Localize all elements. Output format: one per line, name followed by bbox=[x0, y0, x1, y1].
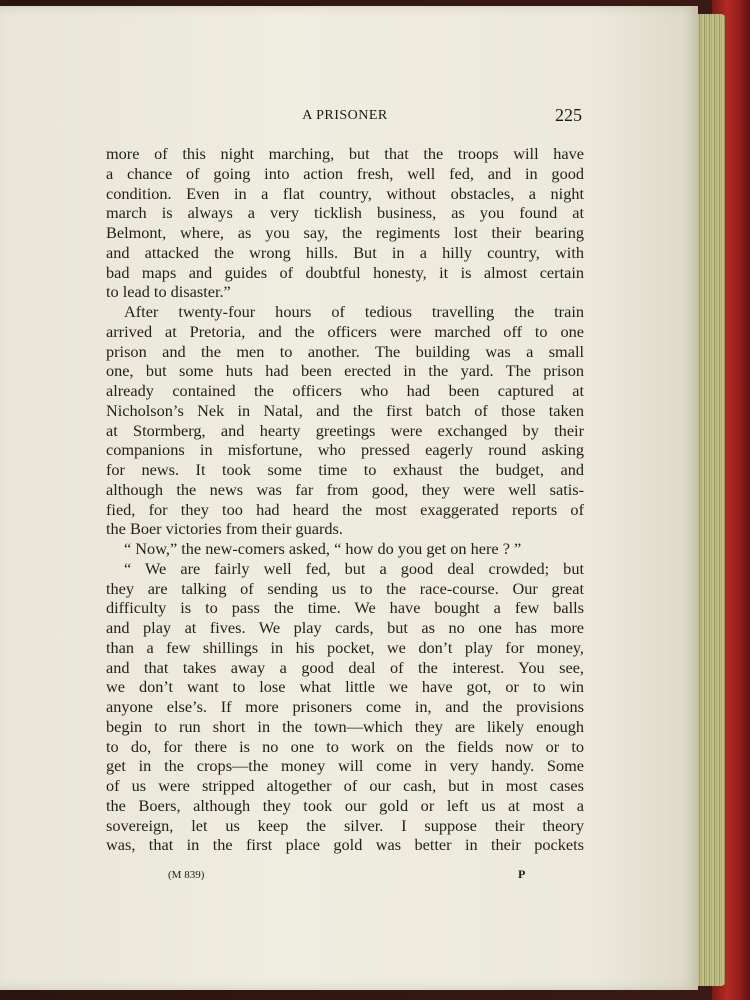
text-line: and attacked the wrong hills. But in a hilly country, with bbox=[106, 242, 584, 262]
text-line: and play at fives. We play cards, but as no one has more bbox=[106, 618, 584, 637]
text-line: one, but some huts had been erected in the yard. The prison bbox=[106, 361, 584, 381]
text-line: to lead to disaster.” bbox=[106, 282, 231, 302]
running-head bbox=[106, 106, 584, 130]
text-line: they are talking of sending us to the race-course. Our great bbox=[106, 578, 584, 598]
text-line: was, that in the first place gold was better in their pockets bbox=[106, 835, 584, 855]
text-line: anyone else’s. If more prisoners come in, and the provisions bbox=[106, 697, 584, 716]
text-line: fied, for they too had heard the most exaggerated reports of bbox=[106, 499, 584, 519]
text-line: sovereign, let us keep the silver. I suppose their theory bbox=[106, 815, 584, 835]
text-line: and that takes away a good deal of the interest. You see, bbox=[106, 657, 584, 677]
gathering-letter: P bbox=[518, 867, 526, 881]
text-line: we don’t want to lose what little we have got, or to win bbox=[106, 677, 584, 697]
text-line: more of this night marching, but that the troops will have bbox=[106, 144, 584, 163]
text-line: difficulty is to pass the time. We have bought a few balls bbox=[106, 598, 584, 618]
page-number: 225 bbox=[555, 105, 582, 125]
text-line: although the news was far from good, they were well satis- bbox=[106, 479, 584, 499]
text-line: to do, for there is no one to work on the fields now or to bbox=[106, 736, 584, 756]
text-line: Nicholson’s Nek in Natal, and the first batch of those taken bbox=[106, 400, 584, 420]
text-line: than a few shillings in his pocket, we don’t play for money, bbox=[106, 637, 584, 657]
text-line: Belmont, where, as you say, the regiments lost their bearing bbox=[106, 223, 584, 242]
text-line: arrived at Pretoria, and the officers were marched off to one bbox=[106, 321, 584, 341]
signature-mark: (M 839) bbox=[168, 869, 205, 881]
text-line: for news. It took some time to exhaust the budget, and bbox=[106, 460, 584, 479]
text-line: prison and the men to another. The building was a small bbox=[106, 341, 584, 361]
text-line: After twenty-four hours of tedious travelling the train bbox=[124, 302, 584, 321]
text-line: get in the crops—the money will come in very handy. Some bbox=[106, 756, 584, 776]
body-text bbox=[106, 144, 584, 855]
book-page bbox=[0, 6, 698, 990]
text-line: bad maps and guides of doubtful honesty, it is almost certain bbox=[106, 262, 584, 282]
page-edges bbox=[695, 14, 725, 986]
text-line: companions in misfortune, who pressed eagerly round asking bbox=[106, 440, 584, 460]
text-line: condition. Even in a flat country, without obstacles, a night bbox=[106, 183, 584, 203]
text-line: “ Now,” the new-comers asked, “ how do you get on here ? ” bbox=[124, 539, 522, 558]
text-line: “ We are fairly well fed, but a good deal crowded; but bbox=[124, 558, 584, 578]
text-line: at Stormberg, and hearty greetings were exchanged by their bbox=[106, 420, 584, 440]
running-head-title: A PRISONER bbox=[302, 108, 388, 123]
text-line: march is always a very ticklish business, as you found at bbox=[106, 203, 584, 223]
text-line: already contained the officers who had been captured at bbox=[106, 381, 584, 400]
text-line: of us were stripped altogether of our cash, but in most cases bbox=[106, 776, 584, 795]
text-line: a chance of going into action fresh, well fed, and in good bbox=[106, 163, 584, 183]
page-footer bbox=[106, 867, 584, 887]
text-line: begin to run short in the town—which they are likely enough bbox=[106, 716, 584, 736]
text-line: the Boers, although they took our gold or left us at most a bbox=[106, 795, 584, 815]
text-line: the Boer victories from their guards. bbox=[106, 519, 343, 539]
